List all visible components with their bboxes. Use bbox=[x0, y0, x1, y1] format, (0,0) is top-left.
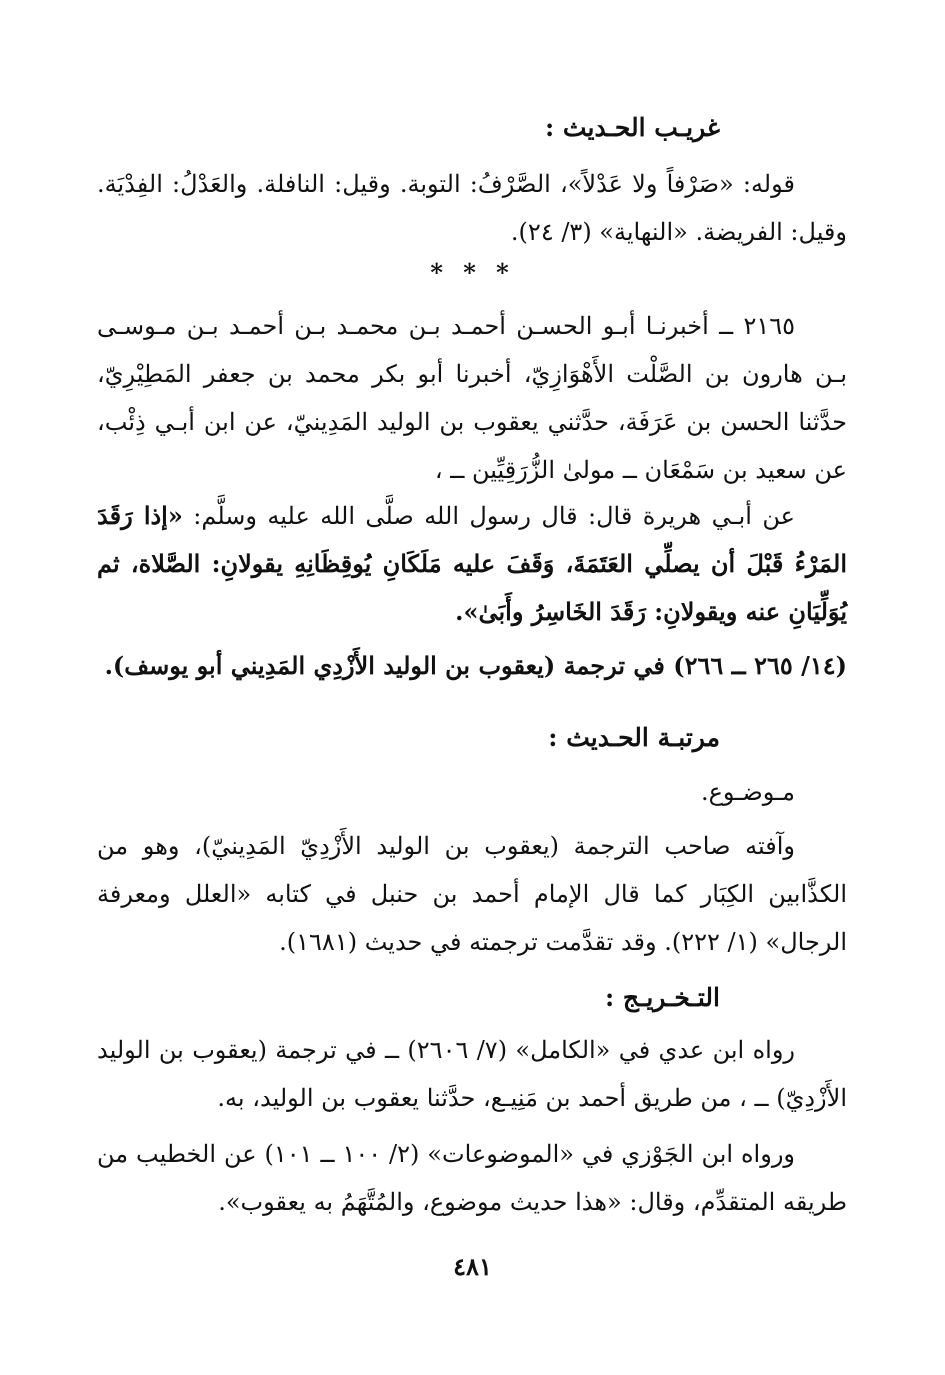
section-heading-takhrij: التـخـريـج : bbox=[604, 983, 720, 1012]
hadith-isnad: ٢١٦٥ ــ أخبرنـا أبـو الحسـن أحمـد بـن محمـد بـن أحمـد بـن مـوسـى بـن هارون بن الصَّلْت الأَهْوَازِيّ، أخبرنا أبو بكر محمد بن جعفر المَطِيْرِيّ، حدَّثنا الحسن بن عَرَفَة، حدَّثني يعقوب بن الوليد المَدِينيّ، عن ابن أبـي ذِئْب، عن سعيد بن سَمْعَان ــ مولىٰ الزُّرَقِيِّين ــ ، bbox=[97, 312, 847, 484]
takhrij-text-1: رواه ابن عدي في «الكامل» (٧/ ٢٦٠٦) ــ في ترجمة (يعقوب بن الوليد الأَزْدِيّ) ــ ، من طريق أحمد بن مَنِيـع، حدَّثنا يعقوب بن الوليد، به. bbox=[97, 1036, 847, 1112]
rutba-text: وآفته صاحب الترجمة (يعقوب بن الوليد الأَزْدِيّ المَدِينيّ)، وهو من الكذَّابين الكِبَار كما قال الإمام أحمد بن حنبل في كتابه «العلل ومعرفة الرجال» (١/ ٢٢٢). وقد تقدَّمت ترجمته في حديث (١٦٨١). bbox=[97, 832, 847, 956]
hadith-text-intro: عن أبـي هريرة قال: قال رسول الله صلَّى الله عليه وسلَّم: bbox=[182, 502, 795, 530]
hadith-reference: (١٤/ ٢٦٥ ــ ٢٦٦) في ترجمة (يعقوب بن الوليد الأَزْدِي المَدِيني أبو يوسف). bbox=[104, 651, 847, 680]
hadith-text bbox=[97, 492, 847, 636]
hadith-text-matn: «إذا رَقَدَ المَرْءُ قَبْلَ أن يصلِّي العَتَمَةَ، وَقَفَ عليه مَلَكَانِ يُوقِظَانِهِ يقولانِ: الصَّلاة، ثم يُوَلِّيَانِ عنه ويقولانِ: رَقَدَ الخَاسِرُ وأَبَىٰ». bbox=[97, 501, 847, 626]
section-separator: * * * bbox=[430, 258, 515, 287]
takhrij-text-2: ورواه ابن الجَوْزي في «الموضوعات» (٢/ ١٠٠ ــ ١٠١) عن الخطيب من طريقه المتقدِّم، وقال: «هذا حديث موضوع، والمُتَّهَمُ به يعقوب». bbox=[97, 1140, 847, 1216]
section-heading-gharib: غريـب الحـديث : bbox=[545, 113, 720, 142]
rutba-value: مـوضـوع. bbox=[700, 778, 795, 806]
section-heading-rutba: مرتبـة الحـديث : bbox=[548, 723, 720, 752]
gharib-text: قوله: «صَرْفاً ولا عَدْلاً»، الصَّرْفُ: التوبة. وقيل: النافلة. والعَدْلُ: الفِدْيَة. وقيل: الفريضة. «النهاية» (٣/ ٢٤). bbox=[97, 170, 847, 246]
page-number: ٤٨١ bbox=[453, 1252, 492, 1281]
